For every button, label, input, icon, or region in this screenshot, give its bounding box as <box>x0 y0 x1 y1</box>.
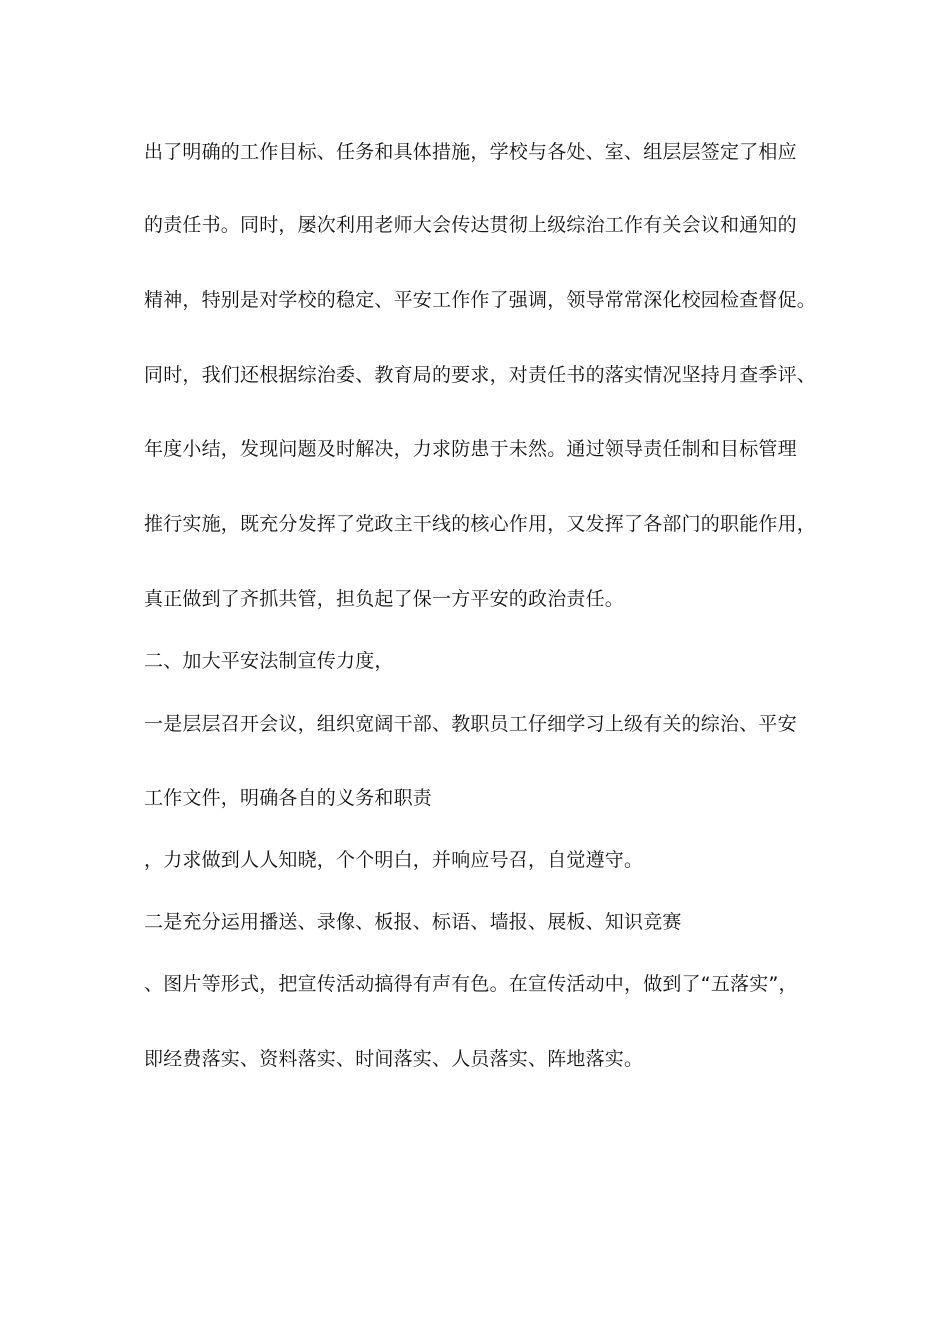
text-line: 推行实施，既充分发挥了党政主干线的核心作用，又发挥了各部门的职能作用， <box>144 513 817 535</box>
text-line: 真正做到了齐抓共管，担负起了保一方平安的政治责任。 <box>144 588 625 610</box>
text-line: 同时，我们还根据综治委、教育局的要求，对责任书的落实情况坚持月查季评、 <box>144 364 817 386</box>
text-line: 精神，特别是对学校的稳定、平安工作作了强调，领导常常深化校园检查督促。 <box>144 289 817 311</box>
text-line: 出了明确的工作目标、任务和具体措施，学校与各处、室、组层层签定了相应 <box>144 141 797 163</box>
text-line: 年度小结，发现问题及时解决，力求防患于未然。通过领导责任制和目标管理 <box>144 438 797 460</box>
text-line: 即经费落实、资料落实、时间落实、人员落实、阵地落实。 <box>144 1048 644 1070</box>
section-heading: 二、加大平安法制宣传力度， <box>144 650 394 672</box>
text-line: 一是层层召开会议，组织宽阔干部、教职员工仔细学习上级有关的综治、平安 <box>144 713 797 735</box>
text-line: 、图片等形式，把宣传活动搞得有声有色。在宣传活动中，做到了“五落实”， <box>144 973 798 995</box>
text-line: ，力求做到人人知晓，个个明白，并响应号召，自觉遵守。 <box>144 849 644 871</box>
text-line: 二是充分运用播送、录像、板报、标语、墙报、展板、知识竞赛 <box>144 911 682 933</box>
text-line: 工作文件，明确各自的义务和职责 <box>144 787 433 809</box>
text-line: 的责任书。同时，屡次利用老师大会传达贯彻上级综治工作有关会议和通知的 <box>144 214 797 236</box>
